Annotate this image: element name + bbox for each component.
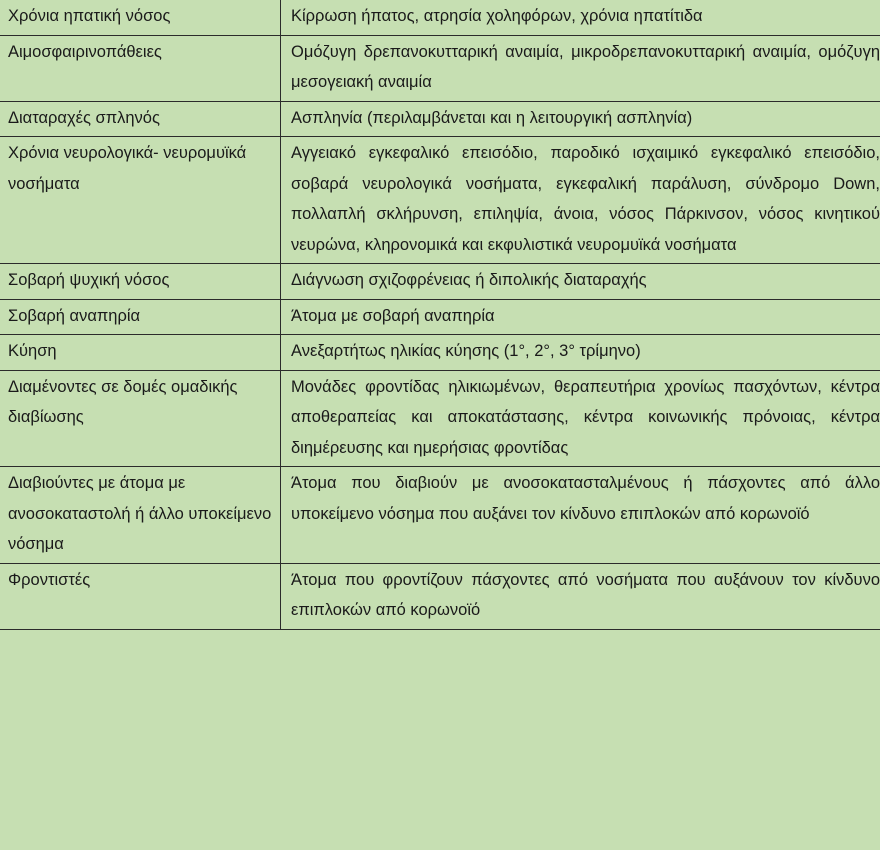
table-row xyxy=(0,137,880,264)
category-cell: Χρόνια νευρολογικά- νευρομυϊκά νοσήματα xyxy=(0,137,281,264)
category-cell: Σοβαρή ψυχική νόσος xyxy=(0,264,281,300)
table-row xyxy=(0,101,880,137)
description-cell: Μονάδες φροντίδας ηλικιωμένων, θεραπευτήρια χρονίως πασχόντων, κέντρα αποθεραπείας και αποκατάστασης, κέντρα κοινωνικής πρόνοιας, κέντρα διημέρευσης και ημερήσιας φροντίδας xyxy=(281,370,880,467)
table-row xyxy=(0,467,880,564)
description-cell: Άτομα που διαβιούν με ανοσοκατασταλμένους ή πάσχοντες από άλλο υποκείμενο νόσημα που αυξάνει τον κίνδυνο επιπλοκών από κορωνοϊό xyxy=(281,467,880,564)
table-row xyxy=(0,335,880,371)
description-cell: Ασπληνία (περιλαμβάνεται και η λειτουργική ασπληνία) xyxy=(281,101,880,137)
table-row xyxy=(0,370,880,467)
table-row xyxy=(0,264,880,300)
category-cell: Σοβαρή αναπηρία xyxy=(0,299,281,335)
category-cell: Κύηση xyxy=(0,335,281,371)
table-row xyxy=(0,563,880,629)
description-cell: Κίρρωση ήπατος, ατρησία χοληφόρων, χρόνια ηπατίτιδα xyxy=(281,0,880,35)
table-row xyxy=(0,0,880,35)
table-row xyxy=(0,35,880,101)
category-cell: Διαβιούντες με άτομα με ανοσοκαταστολή ή άλλο υποκείμενο νόσημα xyxy=(0,467,281,564)
category-cell: Αιμοσφαιρινοπάθειες xyxy=(0,35,281,101)
description-cell: Άτομα που φροντίζουν πάσχοντες από νοσήματα που αυξάνουν τον κίνδυνο επιπλοκών από κορωνοϊό xyxy=(281,563,880,629)
category-cell: Φροντιστές xyxy=(0,563,281,629)
description-cell: Ομόζυγη δρεπανοκυτταρική αναιμία, μικροδρεπανοκυτταρική αναιμία, ομόζυγη μεσογειακή αναιμία xyxy=(281,35,880,101)
description-cell: Ανεξαρτήτως ηλικίας κύησης (1°, 2°, 3° τρίμηνο) xyxy=(281,335,880,371)
description-cell: Διάγνωση σχιζοφρένειας ή διπολικής διαταραχής xyxy=(281,264,880,300)
category-cell: Διαμένοντες σε δομές ομαδικής διαβίωσης xyxy=(0,370,281,467)
category-cell: Διαταραχές σπληνός xyxy=(0,101,281,137)
description-cell: Άτομα με σοβαρή αναπηρία xyxy=(281,299,880,335)
description-cell: Αγγειακό εγκεφαλικό επεισόδιο, παροδικό ισχαιμικό εγκεφαλικό επεισόδιο, σοβαρά νευρολογικά νοσήματα, εγκεφαλική παράλυση, σύνδρομο Down, πολλαπλή σκλήρυνση, επιληψία, άνοια, νόσος Πάρκινσον, νόσος κινητικού νευρώνα, κληρονομικά και εκφυλιστικά νευρομυϊκά νοσήματα xyxy=(281,137,880,264)
category-cell: Χρόνια ηπατική νόσος xyxy=(0,0,281,35)
table-row xyxy=(0,299,880,335)
